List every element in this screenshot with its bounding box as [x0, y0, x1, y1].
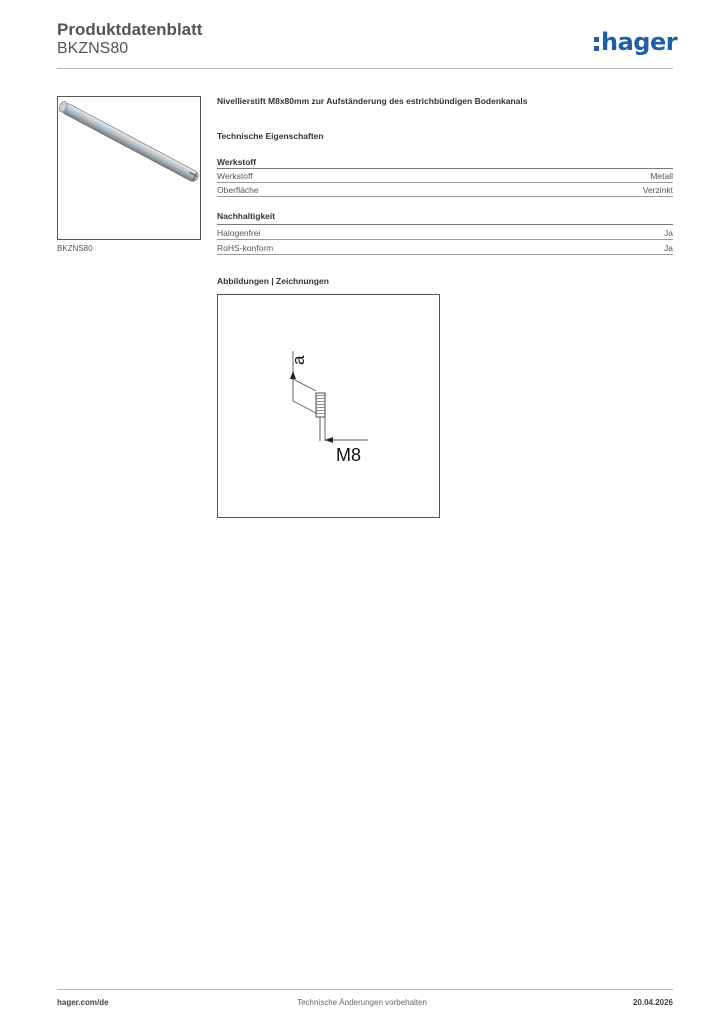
product-image: [57, 96, 201, 240]
row-label: Werkstoff: [217, 171, 253, 181]
row-label: RoHS-konform: [217, 243, 274, 253]
footer-date: 20.04.2026: [632, 998, 673, 1007]
technical-drawing: [217, 294, 440, 518]
table-row: [217, 241, 673, 255]
row-label: Oberfläche: [217, 185, 259, 195]
hager-logo: [594, 28, 677, 56]
product-description: Nivellierstift M8x80mm zur Aufständerung des estrichbündigen Bodenkanals: [217, 96, 528, 106]
row-value: Verzinkt: [642, 185, 673, 195]
group-divider: [217, 224, 673, 225]
group-title-werkstoff: Werkstoff: [217, 157, 257, 167]
row-value: Ja: [664, 228, 673, 238]
leveling-pin-icon: [58, 97, 200, 239]
section-title-properties: Technische Eigenschaften: [217, 131, 324, 141]
header-divider: [57, 68, 673, 69]
product-image-caption: BKZNS80: [57, 244, 93, 253]
dimension-drawing: [218, 295, 439, 517]
page-title: Produktdatenblatt: [57, 20, 203, 39]
product-code: BKZNS80: [57, 40, 129, 57]
dimension-m8-label: M8: [336, 445, 362, 465]
logo-text: hager: [601, 28, 678, 56]
footer-divider: [57, 989, 673, 990]
row-value: Ja: [664, 243, 673, 253]
table-row: [217, 183, 673, 197]
table-row: [217, 226, 673, 240]
footer-notice: Technische Änderungen vorbehalten: [297, 998, 427, 1007]
row-value: Metall: [650, 171, 673, 181]
section-title-drawings: Abbildungen | Zeichnungen: [217, 276, 329, 286]
dimension-a-label: a: [289, 355, 308, 365]
logo-colon-icon: [594, 37, 599, 51]
row-label: Halogenfrei: [217, 228, 261, 238]
group-title-nachhaltigkeit: Nachhaltigkeit: [217, 211, 276, 221]
footer-website-link[interactable]: hager.com/de: [57, 998, 109, 1007]
table-row: [217, 169, 673, 183]
